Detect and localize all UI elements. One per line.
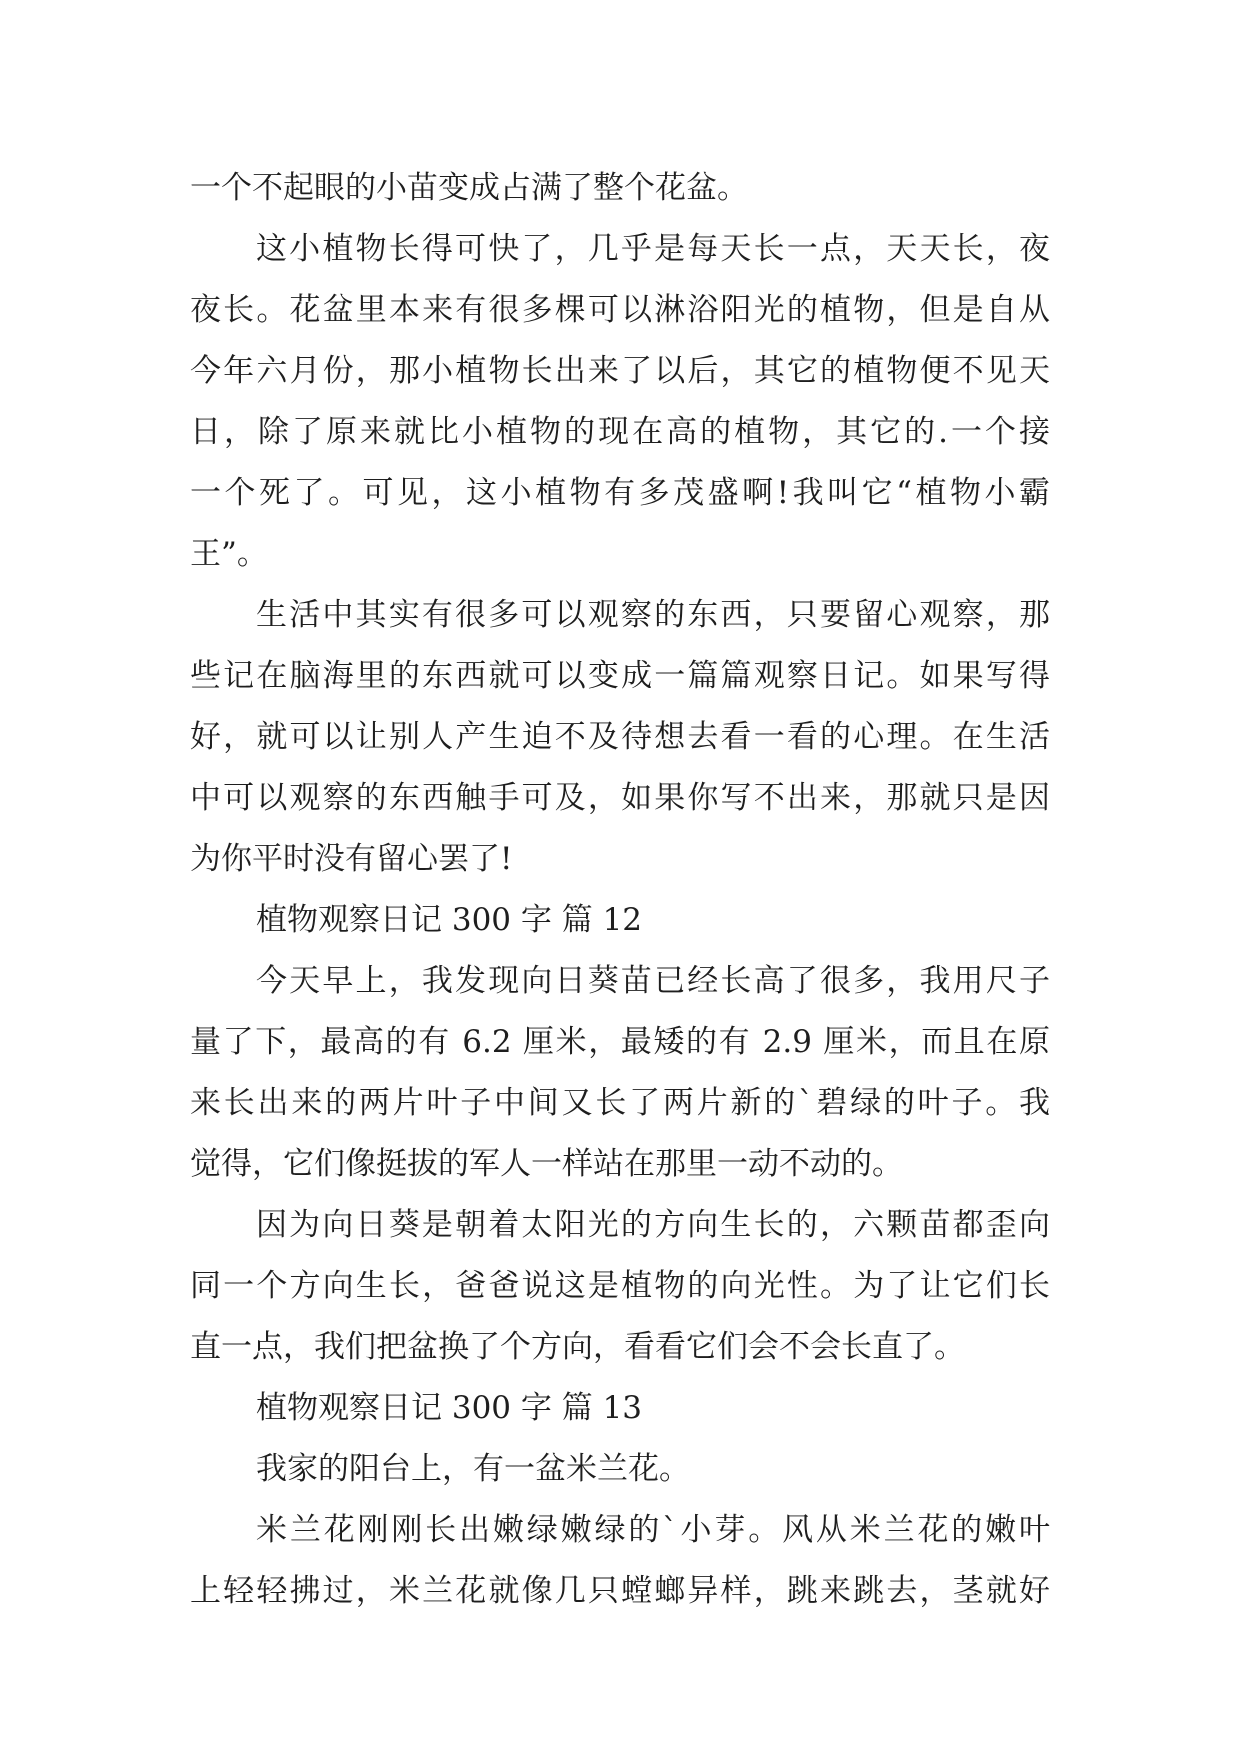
text-line: 日，除了原来就比小植物的现在高的植物，其它的.一个接	[190, 414, 1050, 450]
paragraph	[190, 1195, 1050, 1378]
text-line: 我家的阳台上，有一盆米兰花。	[256, 1451, 690, 1487]
text-line: 好，就可以让别人产生迫不及待想去看一看的心理。在生活	[190, 719, 1050, 755]
text-line: 为你平时没有留心罢了!	[190, 841, 513, 877]
paragraph	[190, 1439, 1050, 1500]
text-line: 王”。	[190, 536, 268, 572]
text-line: 米兰花刚刚长出嫩绿嫩绿的`小芽。风从米兰花的嫩叶	[256, 1512, 1050, 1548]
text-line: 同一个方向生长，爸爸说这是植物的向光性。为了让它们长	[190, 1268, 1050, 1304]
text-line: 这小植物长得可快了，几乎是每天长一点，天天长，夜	[256, 231, 1050, 267]
paragraph	[190, 158, 1050, 219]
text-line: 今年六月份，那小植物长出来了以后，其它的植物便不见天	[190, 353, 1050, 389]
text-line: 上轻轻拂过，米兰花就像几只螳螂异样，跳来跳去，茎就好	[190, 1573, 1050, 1609]
text-line: 一个死了。可见，这小植物有多茂盛啊!我叫它“植物小霸	[190, 475, 1050, 511]
document-body	[190, 158, 1050, 1622]
paragraph	[190, 219, 1050, 585]
paragraph	[190, 1500, 1050, 1622]
text-line: 今天早上，我发现向日葵苗已经长高了很多，我用尺子	[256, 963, 1050, 999]
paragraph	[190, 585, 1050, 890]
text-line: 量了下，最高的有 6.2 厘米，最矮的有 2.9 厘米，而且在原	[190, 1024, 1050, 1060]
text-line: 夜长。花盆里本来有很多棵可以淋浴阳光的植物，但是自从	[190, 292, 1050, 328]
text-line: 一个不起眼的小苗变成占满了整个花盆。	[190, 170, 748, 206]
text-line: 因为向日葵是朝着太阳光的方向生长的，六颗苗都歪向	[256, 1207, 1050, 1243]
section-heading: 植物观察日记 300 字 篇 12	[256, 902, 643, 938]
text-line: 中可以观察的东西触手可及，如果你写不出来，那就只是因	[190, 780, 1050, 816]
section-heading: 植物观察日记 300 字 篇 13	[256, 1390, 643, 1426]
text-line: 生活中其实有很多可以观察的东西，只要留心观察，那	[256, 597, 1050, 633]
paragraph	[190, 951, 1050, 1195]
text-line: 直一点，我们把盆换了个方向，看看它们会不会长直了。	[190, 1329, 965, 1365]
text-line: 来长出来的两片叶子中间又长了两片新的`碧绿的叶子。我	[190, 1085, 1050, 1121]
text-line: 觉得，它们像挺拔的军人一样站在那里一动不动的。	[190, 1146, 903, 1182]
text-line: 些记在脑海里的东西就可以变成一篇篇观察日记。如果写得	[190, 658, 1050, 694]
